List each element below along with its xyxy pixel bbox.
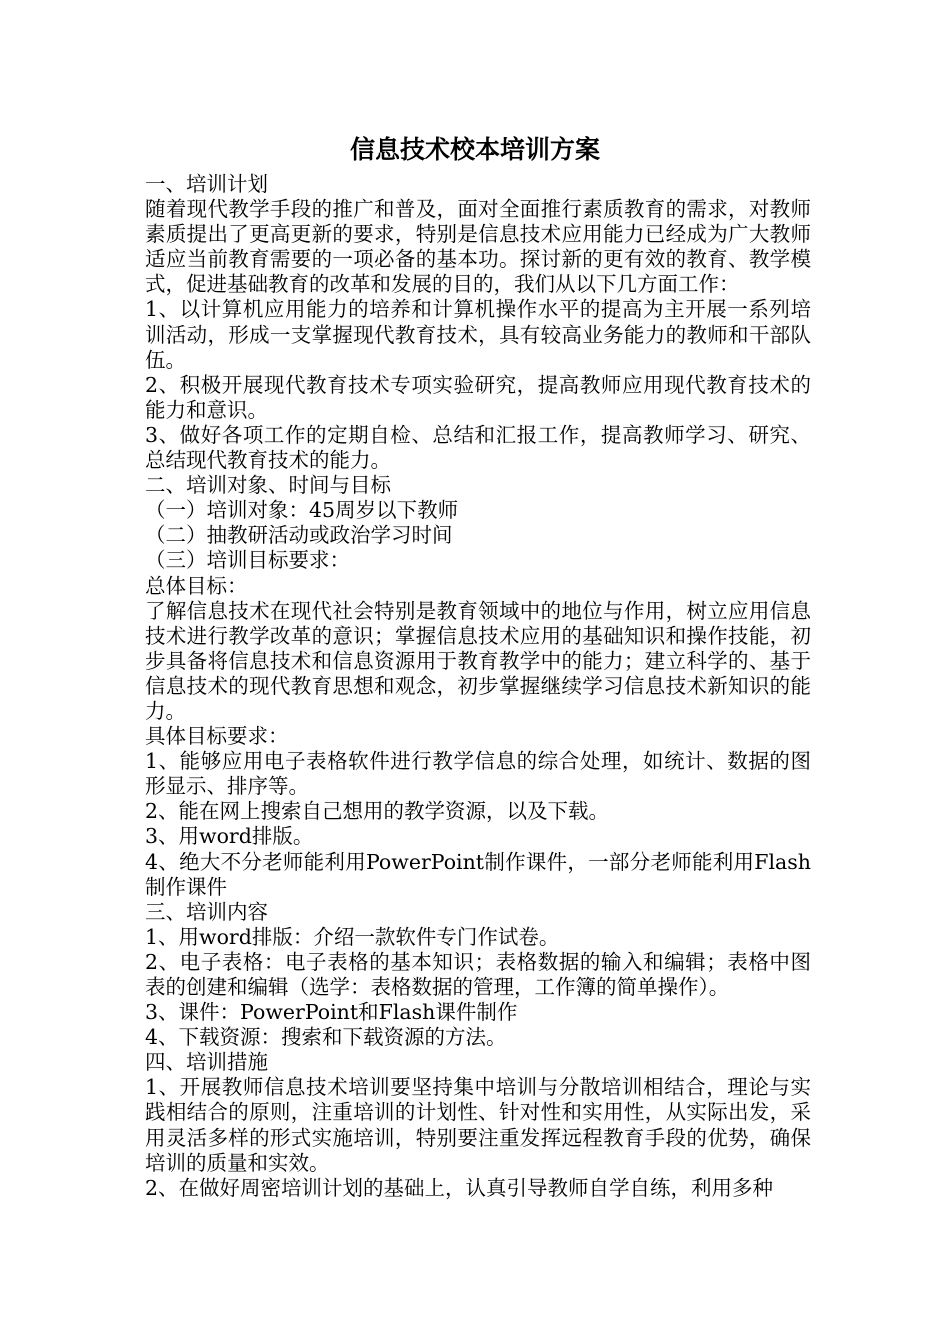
list-item: 2、积极开展现代教育技术专项实验研究，提高教师应用现代教育技术的能力和意识。 xyxy=(145,372,811,422)
list-item: 4、下载资源：搜索和下载资源的方法。 xyxy=(145,1025,507,1050)
list-item: 1、能够应用电子表格软件进行教学信息的综合处理，如统计、数据的图形显示、排序等。 xyxy=(145,749,811,799)
list-item: 2、电子表格：电子表格的基本知识；表格数据的输入和编辑；表格中图表的创建和编辑（选学：表格数据的管理，工作簿的简单操作）。 xyxy=(145,949,811,999)
section-heading: 三、培训内容 xyxy=(145,899,268,924)
section-heading: 一、培训计划 xyxy=(145,172,268,196)
subheading: 具体目标要求： xyxy=(145,724,289,749)
list-item: （二）抽教研活动或政治学习时间 xyxy=(145,523,453,548)
list-item: 2、在做好周密培训计划的基础上，认真引导教师自学自练，利用多种 xyxy=(145,1175,774,1200)
list-item: 3、用word排版。 xyxy=(145,824,314,849)
list-item: 2、能在网上搜索自己想用的教学资源，以及下载。 xyxy=(145,799,610,824)
section-heading: 二、培训对象、时间与目标 xyxy=(145,473,391,498)
list-item: （一）培训对象：45周岁以下教师 xyxy=(145,498,459,523)
list-item: 1、开展教师信息技术培训要坚持集中培训与分散培训相结合，理论与实践相结合的原则，注重培训的计划性、针对性和实用性，从实际出发，采用灵活多样的形式实施培训，特别要注重发挥远程教育手段的优势，确保培训的质量和实效。 xyxy=(145,1075,811,1175)
paragraph: 随着现代教学手段的推广和普及，面对全面推行素质教育的需求，对教师素质提出了更高更新的要求，特别是信息技术应用能力已经成为广大教师适应当前教育需要的一项必备的基本功。探讨新的更有效的教育、教学模式，促进基础教育的改革和发展的目的，我们从以下几方面工作： xyxy=(145,197,811,297)
list-item: 3、做好各项工作的定期自检、总结和汇报工作，提高教师学习、研究、总结现代教育技术的能力。 xyxy=(145,422,811,473)
section-heading: 四、培训措施 xyxy=(145,1050,268,1075)
list-item: 3、课件：PowerPoint和Flash课件制作 xyxy=(145,1000,518,1025)
paragraph: 了解信息技术在现代社会特别是教育领域中的地位与作用，树立应用信息技术进行教学改革的意识；掌握信息技术应用的基础知识和操作技能，初步具备将信息技术和信息资源用于教育教学中的能力；建立科学的、基于信息技术的现代教育思想和观念，初步掌握继续学习信息技术新知识的能力。 xyxy=(145,598,811,723)
list-item: 1、以计算机应用能力的培养和计算机操作水平的提高为主开展一系列培训活动，形成一支掌握现代教育技术，具有较高业务能力的教师和干部队伍。 xyxy=(145,297,811,372)
list-item: （三）培训目标要求： xyxy=(145,548,350,573)
document-body xyxy=(145,172,811,1201)
document-title: 信息技术校本培训方案 xyxy=(349,135,600,164)
subheading: 总体目标： xyxy=(145,573,248,598)
list-item: 4、绝大不分老师能利用PowerPoint制作课件，一部分老师能利用Flash制作课件 xyxy=(145,849,811,899)
list-item: 1、用word排版：介绍一款软件专门作试卷。 xyxy=(145,924,560,949)
